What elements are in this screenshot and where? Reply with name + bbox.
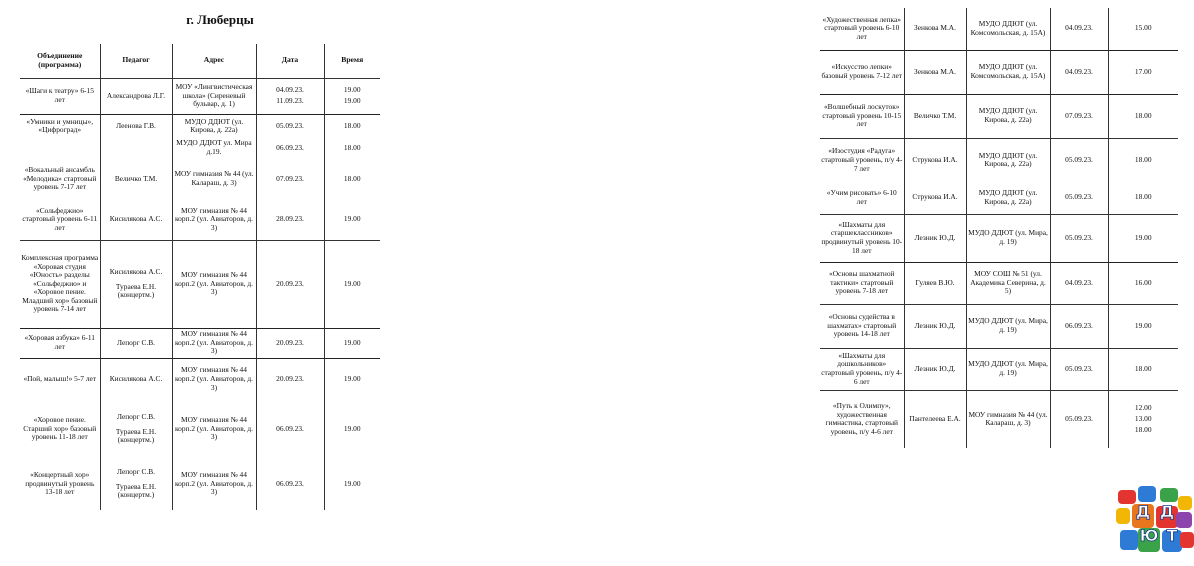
program-cell: «Концертный хор» продвинутый уровень 13-18 лет xyxy=(20,458,100,510)
address-cell: МУДО ДДЮТ (ул. Кирова, д. 22а) xyxy=(172,114,256,138)
date-cell xyxy=(1050,50,1108,94)
date-value: 20.09.23. xyxy=(276,337,304,347)
teacher-cell xyxy=(100,240,172,328)
program-cell: «Шахматы для старшеклассников» продвинутый уровень 10-18 лет xyxy=(820,214,904,262)
teacher-cell xyxy=(904,50,966,94)
date-value: 05.09.23. xyxy=(1065,192,1093,202)
teacher-cell xyxy=(904,214,966,262)
teacher-cell xyxy=(904,94,966,138)
logo-puzzle-piece xyxy=(1116,508,1130,524)
date-value: 05.09.23. xyxy=(1065,363,1093,373)
program-cell: «Учим рисовать» 6-10 лет xyxy=(820,182,904,214)
address-cell: МУДО ДДЮТ (ул. Кирова, д. 22а) xyxy=(966,138,1050,182)
table-row xyxy=(20,328,380,358)
col-header-program: Объединение (программа) xyxy=(20,44,100,78)
logo-puzzle-piece xyxy=(1176,512,1192,528)
teacher-name: Лепорг С.В. xyxy=(116,467,156,477)
program-cell: «Хоровое пение. Старший хор» базовый уровень 11-18 лет xyxy=(20,400,100,458)
date-cell xyxy=(1050,262,1108,304)
time-cell xyxy=(324,358,380,400)
teacher-name: Зенкова М.А. xyxy=(914,66,956,76)
teacher-name: Величко Т.М. xyxy=(913,110,957,120)
teacher-cell xyxy=(904,304,966,348)
accompanist-name: Тураева Е.Н. (концертм.) xyxy=(115,426,157,445)
date-value: 04.09.23. xyxy=(1065,277,1093,287)
table-row xyxy=(820,182,1178,214)
teacher-name: Лезник Ю.Д. xyxy=(914,320,956,330)
program-cell: «Пой, малыш!» 5-7 лет xyxy=(20,358,100,400)
teacher-cell xyxy=(904,182,966,214)
logo-puzzle-piece xyxy=(1160,488,1178,502)
ddyut-logo xyxy=(1116,486,1194,554)
date-value: 05.09.23. xyxy=(1065,232,1093,242)
date-cell xyxy=(1050,8,1108,50)
teacher-name: Лезник Ю.Д. xyxy=(914,363,956,373)
teacher-name: Лепорг С.В. xyxy=(116,412,156,422)
date-value: 04.09.23. xyxy=(1065,66,1093,76)
teacher-name: Зенкова М.А. xyxy=(914,23,956,33)
time-cell xyxy=(324,328,380,358)
date-cell xyxy=(256,138,324,158)
table-row xyxy=(20,114,380,138)
table-row xyxy=(20,240,380,328)
teacher-cell xyxy=(100,358,172,400)
date-cell xyxy=(256,240,324,328)
time-value: 18.00 xyxy=(343,173,361,183)
address-cell: МОУ гимназия № 44 (ул. Калараш, д. 3) xyxy=(966,390,1050,448)
teacher-name: Александрова Л.Г. xyxy=(106,90,166,100)
date-cell xyxy=(1050,182,1108,214)
address-cell: МОУ гимназия № 44 корп.2 (ул. Авиаторов, д. 3) xyxy=(172,328,256,358)
teacher-name: Кисилякова А.С. xyxy=(109,214,163,224)
teacher-cell xyxy=(100,458,172,510)
col-header-date: Дата xyxy=(256,44,324,78)
teacher-name: Кисилякова А.С. xyxy=(109,267,163,277)
logo-letter: Д xyxy=(1159,502,1175,521)
address-cell: МУДО ДДЮТ (ул. Кирова, д. 22а) xyxy=(966,94,1050,138)
time-value: 19.00 xyxy=(343,214,361,224)
date-cell xyxy=(256,200,324,240)
time-cell xyxy=(324,458,380,510)
teacher-name: Струкова И.А. xyxy=(912,192,958,202)
time-value: 18.00 xyxy=(343,120,361,130)
date-value: 05.09.23. xyxy=(1065,413,1093,423)
date-value: 05.09.23. xyxy=(1065,154,1093,164)
date-cell xyxy=(256,400,324,458)
time-value: 18.00 xyxy=(343,142,361,152)
time-cell xyxy=(324,400,380,458)
time-cell xyxy=(324,240,380,328)
date-value: 04.09.23. xyxy=(276,85,304,95)
address-cell: МУДО ДДЮТ (ул. Комсомольская, д. 15А) xyxy=(966,8,1050,50)
table-row xyxy=(820,214,1178,262)
date-cell xyxy=(1050,348,1108,390)
table-row xyxy=(820,390,1178,448)
date-cell xyxy=(256,458,324,510)
date-cell xyxy=(256,78,324,114)
address-cell: МУДО ДДЮТ (ул. Мира, д. 19) xyxy=(966,348,1050,390)
teacher-cell xyxy=(904,348,966,390)
date-value: 11.09.23. xyxy=(276,96,304,105)
date-cell xyxy=(1050,94,1108,138)
date-value: 07.09.23. xyxy=(1065,110,1093,120)
time-cell xyxy=(1108,94,1178,138)
teacher-name: Струкова И.А. xyxy=(912,154,958,164)
teacher-cell xyxy=(100,200,172,240)
date-value: 05.09.23. xyxy=(276,120,304,130)
time-value: 19.00 xyxy=(1134,232,1152,242)
table-row xyxy=(820,94,1178,138)
date-cell xyxy=(256,114,324,138)
time-cell xyxy=(1108,304,1178,348)
teacher-name: Гуляев В.Ю. xyxy=(915,277,955,287)
date-cell xyxy=(1050,304,1108,348)
col-header-address: Адрес xyxy=(172,44,256,78)
teacher-cell xyxy=(100,138,172,158)
program-cell: «Хоровая азбука» 6-11 лет xyxy=(20,328,100,358)
time-value: 19.00 xyxy=(343,337,361,347)
time-cell xyxy=(1108,50,1178,94)
teacher-cell xyxy=(100,400,172,458)
date-cell xyxy=(1050,390,1108,448)
table-row xyxy=(820,50,1178,94)
date-value: 28.09.23. xyxy=(276,214,304,224)
address-cell: МОУ гимназия № 44 корп.2 (ул. Авиаторов, д. 3) xyxy=(172,200,256,240)
table-row xyxy=(20,78,380,114)
teacher-name: Кисилякова А.С. xyxy=(109,373,163,383)
col-header-teacher: Педагог xyxy=(100,44,172,78)
time-value: 17.00 xyxy=(1134,66,1152,76)
program-cell: «Вокальный ансамбль «Мелодика» стартовый уровень 7-17 лет xyxy=(20,158,100,200)
teacher-cell xyxy=(100,114,172,138)
right-page xyxy=(400,0,1178,566)
program-cell: «Изостудия «Радуга» стартовый уровень, п/у 4-7 лет xyxy=(820,138,904,182)
time-cell xyxy=(324,158,380,200)
time-value: 19.00 xyxy=(1134,320,1152,330)
time-cell xyxy=(324,114,380,138)
address-cell: МОУ гимназия № 44 корп.2 (ул. Авиаторов, д. 3) xyxy=(172,358,256,400)
time-value: 18.00 xyxy=(1134,363,1152,373)
date-value: 06.09.23. xyxy=(1065,320,1093,330)
logo-puzzle-piece xyxy=(1120,530,1138,550)
program-cell: «Основы шахматной тактики» стартовый уровень 7-18 лет xyxy=(820,262,904,304)
address-cell: МУДО ДДЮТ (ул. Мира, д. 19) xyxy=(966,304,1050,348)
time-value: 16.00 xyxy=(1134,277,1152,287)
table-row xyxy=(820,348,1178,390)
date-value: 20.09.23. xyxy=(276,278,304,288)
program-cell: «Шаги к театру» 6-15 лет xyxy=(20,78,100,114)
logo-puzzle-piece xyxy=(1138,486,1156,502)
schedule-table-left xyxy=(20,44,380,510)
date-value: 06.09.23. xyxy=(276,142,304,152)
teacher-name: Лезник Ю.Д. xyxy=(914,232,956,242)
time-value: 19.00 xyxy=(343,96,361,105)
time-cell xyxy=(1108,348,1178,390)
teacher-cell xyxy=(100,158,172,200)
teacher-cell xyxy=(100,328,172,358)
program-cell: «Сольфеджио» стартовый уровень 6-11 лет xyxy=(20,200,100,240)
time-value: 18.00 xyxy=(1134,154,1152,164)
teacher-cell xyxy=(904,390,966,448)
date-value: 20.09.23. xyxy=(276,373,304,383)
teacher-name: Пантелеева Е.А. xyxy=(909,413,961,423)
program-cell: «Шахматы для дошкольников» стартовый уровень, п/у 4-6 лет xyxy=(820,348,904,390)
teacher-name: Леенова Г.В. xyxy=(116,120,156,130)
program-cell: Комплексная программа «Хоровая студия «Юность» разделы «Сольфеджио» и «Хоровое пение. Младший хор» базовый уровень 7-14 лет xyxy=(20,240,100,328)
date-value: 04.09.23. xyxy=(1065,23,1093,33)
page-title: г. Люберцы xyxy=(186,12,254,27)
time-cell xyxy=(1108,214,1178,262)
time-cell xyxy=(1108,138,1178,182)
date-value: 07.09.23. xyxy=(276,173,304,183)
date-cell xyxy=(256,358,324,400)
logo-puzzle-piece xyxy=(1180,532,1194,548)
date-cell xyxy=(256,158,324,200)
time-value: 19.00 xyxy=(343,85,361,95)
address-cell: МОУ гимназия № 44 (ул. Калараш, д. 3) xyxy=(172,158,256,200)
address-cell: МОУ «Лингвистическая школа» (Сиреневый бульвар, д. 1) xyxy=(172,78,256,114)
accompanist-name: Тураева Е.Н. (концертм.) xyxy=(115,281,157,300)
time-cell xyxy=(1108,390,1178,448)
date-value: 06.09.23. xyxy=(276,423,304,433)
teacher-name: Лепорг С.В. xyxy=(116,337,156,347)
address-cell: МУДО ДДЮТ (ул. Кирова, д. 22а) xyxy=(966,182,1050,214)
program-cell: «Умники и умницы», «Цифроград» xyxy=(20,114,100,138)
time-value: 18.00 xyxy=(1134,424,1152,434)
time-value: 19.00 xyxy=(343,373,361,383)
accompanist-name: Тураева Е.Н. (концертм.) xyxy=(115,481,157,500)
date-cell xyxy=(1050,214,1108,262)
col-header-time: Время xyxy=(324,44,380,78)
time-cell xyxy=(324,138,380,158)
address-cell: МОУ СОШ № 51 (ул. Академика Северина, д. 5) xyxy=(966,262,1050,304)
table-row xyxy=(820,304,1178,348)
time-cell xyxy=(324,78,380,114)
time-value: 19.00 xyxy=(343,478,361,488)
logo-puzzle-piece xyxy=(1118,490,1136,504)
address-cell: МОУ гимназия № 44 корп.2 (ул. Авиаторов, д. 3) xyxy=(172,240,256,328)
time-value: 19.00 xyxy=(343,278,361,288)
time-value: 13.00 xyxy=(1134,413,1152,423)
time-value: 12.00 xyxy=(1134,403,1152,413)
table-row xyxy=(820,262,1178,304)
left-page xyxy=(0,0,400,566)
address-cell: МУДО ДДЮТ ул. Мира д.19. xyxy=(172,138,256,158)
address-cell: МУДО ДДЮТ (ул. Комсомольская, д. 15А) xyxy=(966,50,1050,94)
address-cell: МОУ гимназия № 44 корп.2 (ул. Авиаторов, д. 3) xyxy=(172,458,256,510)
logo-letter: Т xyxy=(1166,526,1178,545)
program-cell: «Искусство лепки» базовый уровень 7-12 лет xyxy=(820,50,904,94)
teacher-cell xyxy=(904,138,966,182)
logo-puzzle-piece xyxy=(1178,496,1192,510)
logo-pieces xyxy=(1116,486,1194,552)
time-cell xyxy=(1108,8,1178,50)
teacher-cell xyxy=(100,78,172,114)
date-value: 06.09.23. xyxy=(276,478,304,488)
date-cell xyxy=(256,328,324,358)
address-cell: МОУ гимназия № 44 корп.2 (ул. Авиаторов, д. 3) xyxy=(172,400,256,458)
program-cell: «Художественная лепка» стартовый уровень 6-10 лет xyxy=(820,8,904,50)
logo-letter: Д xyxy=(1135,502,1151,521)
schedule-table-right xyxy=(820,8,1178,448)
time-cell xyxy=(324,200,380,240)
program-cell: «Основы судейства в шахматах» стартовый уровень 14-18 лет xyxy=(820,304,904,348)
teacher-cell xyxy=(904,8,966,50)
table-row xyxy=(20,458,380,510)
teacher-name: Величко Т.М. xyxy=(114,173,158,183)
table-header-row xyxy=(20,44,380,78)
time-cell xyxy=(1108,182,1178,214)
program-cell xyxy=(20,138,100,158)
date-cell xyxy=(1050,138,1108,182)
table-row xyxy=(20,200,380,240)
time-cell xyxy=(1108,262,1178,304)
table-row xyxy=(20,400,380,458)
table-row xyxy=(820,138,1178,182)
table-row xyxy=(20,138,380,158)
table-row xyxy=(20,158,380,200)
time-value: 18.00 xyxy=(1134,192,1152,202)
program-cell: «Путь к Олимпу», художественная гимнастика, стартовый уровень, п/у 4-6 лет xyxy=(820,390,904,448)
time-value: 15.00 xyxy=(1134,23,1152,33)
table-row xyxy=(820,8,1178,50)
logo-letter: Ю xyxy=(1139,526,1159,545)
time-value: 18.00 xyxy=(1134,110,1152,120)
teacher-cell xyxy=(904,262,966,304)
time-value: 19.00 xyxy=(343,423,361,433)
address-cell: МУДО ДДЮТ (ул. Мира, д. 19) xyxy=(966,214,1050,262)
program-cell: «Волшебный лоскуток» стартовый уровень 10-15 лет xyxy=(820,94,904,138)
table-row xyxy=(20,358,380,400)
